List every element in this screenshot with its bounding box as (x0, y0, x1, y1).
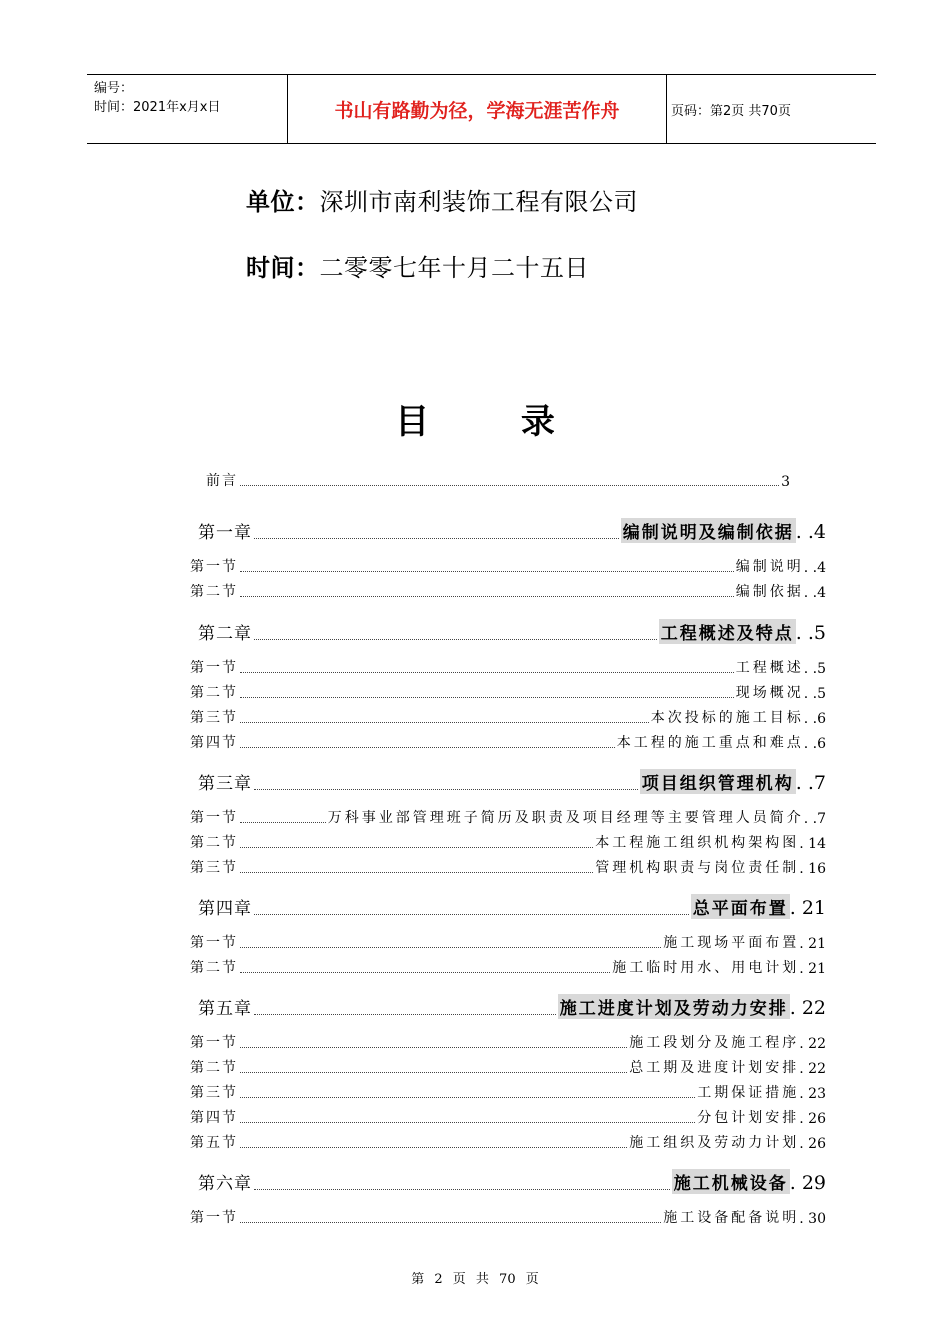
toc-leader-dots (240, 696, 734, 698)
header-motto: 书山有路勤为径，学海无涯苦作舟 (287, 75, 667, 143)
toc-entry[interactable] (198, 518, 826, 543)
toc-entry[interactable] (198, 1169, 826, 1194)
toc-entry-title: 本工程施工组织机构架构图 (595, 835, 800, 851)
toc-entry[interactable] (190, 1082, 826, 1102)
time-label: 时间：2021年x月x日 (94, 100, 221, 115)
toc-entry[interactable] (190, 732, 826, 752)
toc-leader-dots (240, 484, 779, 486)
toc-entry-label: 第二节 (190, 835, 238, 851)
toc-entry-label: 第四节 (190, 735, 238, 751)
toc-entry-label: 第二章 (198, 624, 252, 644)
toc-entry-title: 施工段划分及施工程序 (629, 1035, 800, 1051)
time-line-label: 时间： (246, 254, 320, 282)
toc-entry-page: . .4 (803, 585, 826, 601)
toc-entry-label: 第一节 (190, 810, 238, 826)
toc-entry-label: 第五章 (198, 999, 252, 1019)
header-meta (94, 79, 220, 117)
toc-entry-label: 第三节 (190, 1085, 238, 1101)
toc-entry-title: 管理机构职责与岗位责任制 (595, 860, 800, 876)
toc-entry-label: 前言 (206, 473, 238, 489)
toc-entry-title: 总平面布置 (691, 894, 790, 919)
toc-leader-dots (240, 570, 734, 572)
toc-entry-title: 工期保证措施 (697, 1085, 800, 1101)
toc-entry[interactable] (190, 1207, 826, 1227)
toc-entry-title: 施工现场平面布置 (663, 935, 800, 951)
toc-leader-dots (240, 821, 326, 823)
toc-entry-page: . .5 (795, 622, 826, 644)
toc-entry-title: 本工程的施工重点和难点 (616, 735, 804, 751)
toc-entry[interactable] (190, 832, 826, 852)
toc-entry[interactable] (190, 932, 826, 952)
toc-leader-dots (240, 1121, 695, 1123)
toc-entry-label: 第二节 (190, 685, 238, 701)
toc-entry-page: . 29 (789, 1172, 826, 1194)
unit-line (246, 182, 638, 217)
unit-value: 深圳市南利装饰工程有限公司 (319, 188, 638, 216)
toc-leader-dots (240, 746, 615, 748)
toc-leader-dots (240, 1071, 627, 1073)
toc-leader-dots (254, 638, 657, 640)
toc-entry-label: 第三章 (198, 774, 252, 794)
toc-entry-page: . 22 (789, 997, 826, 1019)
toc-entry-title: 项目组织管理机构 (640, 769, 796, 794)
toc-leader-dots (240, 1046, 627, 1048)
toc-entry-title: 万科事业部管理班子简历及职责及项目经理等主要管理人员简介 (327, 810, 804, 826)
toc-entry[interactable] (190, 707, 826, 727)
toc-entry-label: 第二节 (190, 960, 238, 976)
toc-leader-dots (254, 913, 689, 915)
toc-entry-title: 施工临时用水、用电计划 (612, 960, 800, 976)
toc-entry[interactable] (190, 957, 826, 977)
toc-entry[interactable] (190, 657, 826, 677)
time-line (246, 248, 589, 283)
toc-entry-title: 工程概述 (735, 660, 804, 676)
toc-entry-page: . 21 (799, 961, 826, 977)
toc-entry-page: . 14 (799, 836, 826, 852)
toc-entry-page: . 23 (799, 1086, 826, 1102)
toc-entry-title: 编制说明 (735, 559, 804, 575)
toc-entry-page: . 22 (799, 1036, 826, 1052)
time-line-value: 二零零七年十月二十五日 (319, 254, 589, 282)
toc-leader-dots (240, 946, 661, 948)
page-header (87, 74, 876, 144)
toc-entry[interactable] (190, 1107, 826, 1127)
toc-entry-page: . 26 (799, 1136, 826, 1152)
toc-entry-label: 第一节 (190, 1210, 238, 1226)
toc-entry-label: 第四章 (198, 899, 252, 919)
toc-entry[interactable] (198, 769, 826, 794)
toc-entry-page: . .6 (803, 736, 826, 752)
toc-entry-label: 第三节 (190, 860, 238, 876)
toc-entry[interactable] (190, 1032, 826, 1052)
toc-entry-label: 第四节 (190, 1110, 238, 1126)
toc-leader-dots (254, 1188, 670, 1190)
toc-leader-dots (240, 1146, 627, 1148)
toc-entry-label: 第一节 (190, 559, 238, 575)
toc-entry-label: 第一章 (198, 523, 252, 543)
toc-entry-title: 分包计划安排 (697, 1110, 800, 1126)
toc-entry-title: 本次投标的施工目标 (650, 710, 804, 726)
toc-entry-label: 第六章 (198, 1174, 252, 1194)
unit-label: 单位： (246, 188, 320, 216)
toc-leader-dots (240, 871, 593, 873)
toc-entry-page: . .4 (795, 521, 826, 543)
toc-entry-page: . .7 (803, 811, 826, 827)
toc-entry-page: 3 (781, 474, 790, 490)
toc-entry[interactable] (190, 1132, 826, 1152)
toc-entry-title: 总工期及进度计划安排 (629, 1060, 800, 1076)
toc-entry[interactable] (198, 894, 826, 919)
toc-entry[interactable] (190, 1057, 826, 1077)
toc-entry-page: . 22 (799, 1061, 826, 1077)
toc-entry[interactable] (190, 556, 826, 576)
toc-entry-label: 第一节 (190, 935, 238, 951)
toc-entry[interactable] (198, 619, 826, 644)
toc-entry-label: 第一节 (190, 660, 238, 676)
toc-leader-dots (254, 537, 619, 539)
toc-leader-dots (240, 595, 734, 597)
toc-leader-dots (240, 846, 593, 848)
toc-entry-page: . 30 (799, 1211, 826, 1227)
toc-leader-dots (240, 1096, 695, 1098)
toc-entry-page: . 16 (799, 861, 826, 877)
toc-title: 目 录 (395, 402, 595, 442)
toc-leader-dots (240, 671, 734, 673)
toc-entry-title: 工程概述及特点 (659, 619, 796, 644)
toc-entry-title: 现场概况 (735, 685, 804, 701)
toc-entry[interactable] (190, 857, 826, 877)
toc-entry-title: 施工设备配备说明 (663, 1210, 800, 1226)
toc-entry-page: . 21 (799, 936, 826, 952)
toc-entry-page: . .5 (803, 661, 826, 677)
toc-entry-label: 第一节 (190, 1035, 238, 1051)
toc-entry-title: 施工进度计划及劳动力安排 (558, 994, 790, 1019)
header-page-label: 页码：第2页 共70页 (671, 103, 791, 119)
toc-entry-page: . .5 (803, 686, 826, 702)
toc-entry-page: . .4 (803, 560, 826, 576)
toc-entry-label: 第三节 (190, 710, 238, 726)
toc-leader-dots (240, 721, 649, 723)
page-footer: 第 2 页 共 70 页 (411, 1272, 539, 1287)
toc-entry-label: 第五节 (190, 1135, 238, 1151)
toc-entry-page: . .6 (803, 711, 826, 727)
toc-entry[interactable] (198, 994, 826, 1019)
toc-entry[interactable] (190, 807, 826, 827)
toc-entry-label: 第二节 (190, 584, 238, 600)
toc-entry[interactable] (190, 581, 826, 601)
toc-entry-page: . .7 (795, 772, 826, 794)
toc-leader-dots (254, 788, 638, 790)
toc-entry-title: 编制说明及编制依据 (621, 518, 796, 543)
toc-leader-dots (240, 971, 610, 973)
toc-entry-page: . 26 (799, 1111, 826, 1127)
toc-entry-label: 第二节 (190, 1060, 238, 1076)
toc-entry-title: 施工机械设备 (672, 1169, 790, 1194)
toc-entry[interactable] (206, 470, 790, 490)
toc-entry-title: 编制依据 (735, 584, 804, 600)
toc-entry-page: . 21 (789, 897, 826, 919)
toc-entry-title: 施工组织及劳动力计划 (629, 1135, 800, 1151)
number-label: 编号： (94, 81, 134, 96)
toc-entry[interactable] (190, 682, 826, 702)
toc-leader-dots (254, 1013, 556, 1015)
toc-leader-dots (240, 1221, 661, 1223)
